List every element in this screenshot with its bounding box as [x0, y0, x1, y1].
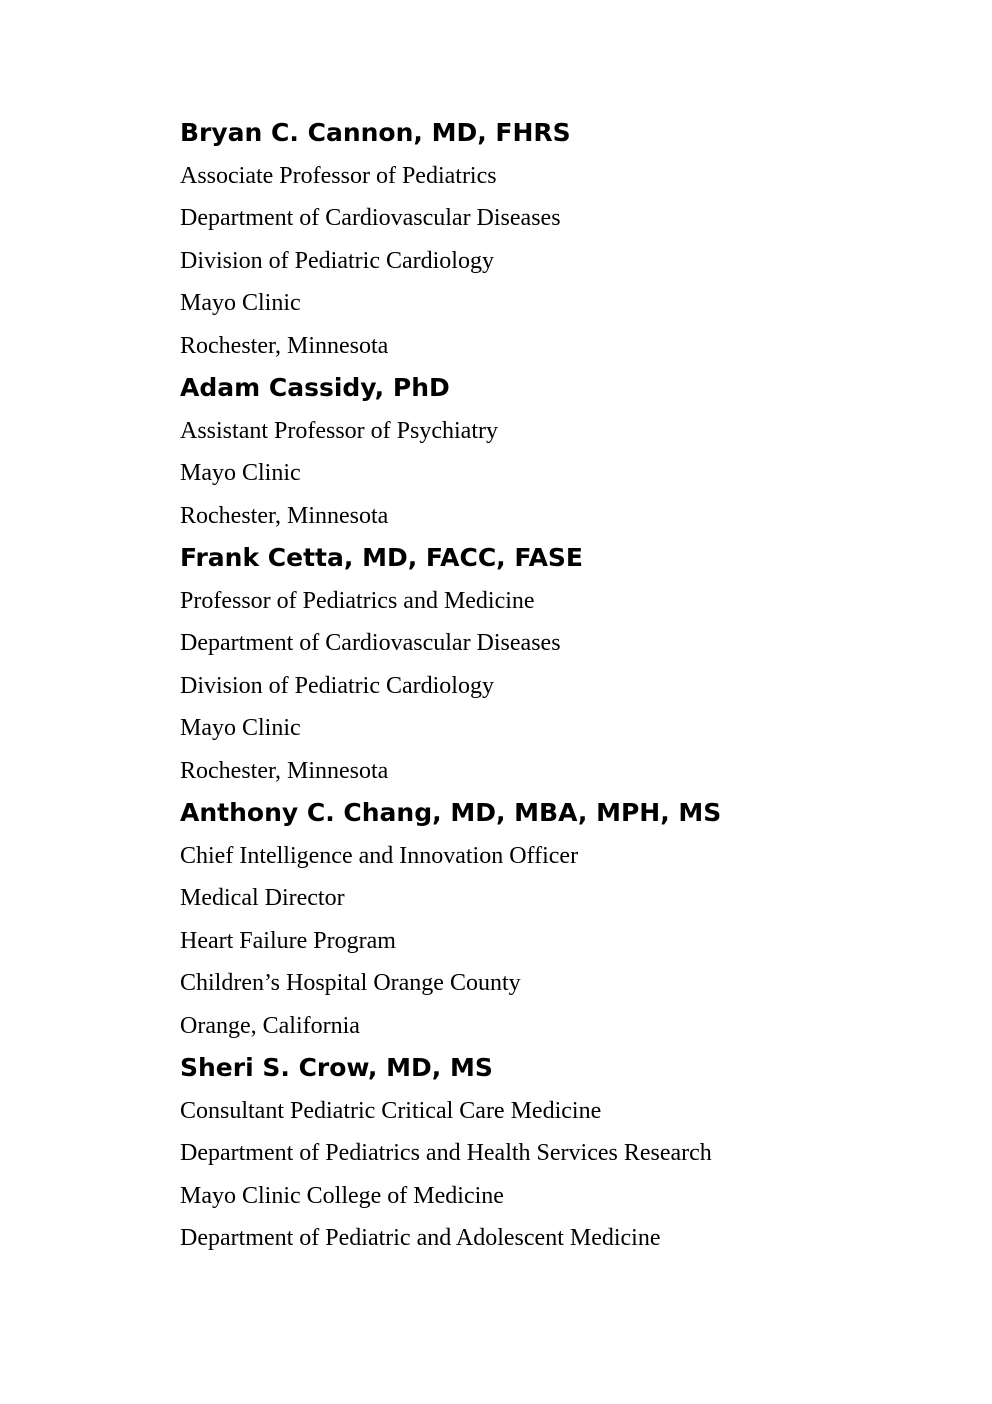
- affiliation-line: Rochester, Minnesota: [180, 757, 389, 784]
- affiliation-line: Consultant Pediatric Critical Care Medicine: [180, 1097, 602, 1124]
- affiliation-line: Rochester, Minnesota: [180, 332, 389, 359]
- contributor-entry: [180, 537, 960, 792]
- affiliation-line: Mayo Clinic: [180, 290, 301, 316]
- contributor-entry: [180, 1047, 960, 1260]
- affiliation-line: Division of Pediatric Cardiology: [180, 672, 494, 699]
- contributor-name: Bryan C. Cannon, MD, FHRS: [180, 118, 571, 147]
- affiliation-line: Rochester, Minnesota: [180, 502, 389, 529]
- affiliation-line: Mayo Clinic College of Medicine: [180, 1182, 504, 1209]
- contributor-name: Anthony C. Chang, MD, MBA, MPH, MS: [180, 798, 722, 827]
- affiliation-line: Children’s Hospital Orange County: [180, 970, 521, 996]
- contributor-name: Sheri S. Crow, MD, MS: [180, 1053, 493, 1082]
- affiliation-line: Medical Director: [180, 885, 345, 911]
- affiliation-line: Chief Intelligence and Innovation Officer: [180, 842, 579, 869]
- contributor-name: Frank Cetta, MD, FACC, FASE: [180, 543, 584, 572]
- affiliation-line: Associate Professor of Pediatrics: [180, 162, 497, 189]
- contributor-entry: [180, 112, 960, 367]
- affiliation-line: Mayo Clinic: [180, 460, 301, 486]
- affiliation-line: Department of Cardiovascular Diseases: [180, 630, 561, 656]
- contributor-entry: [180, 367, 960, 537]
- affiliation-line: Orange, California: [180, 1012, 360, 1039]
- affiliation-line: Heart Failure Program: [180, 927, 396, 954]
- affiliation-line: Professor of Pediatrics and Medicine: [180, 587, 535, 614]
- affiliation-line: Department of Pediatric and Adolescent Medicine: [180, 1225, 661, 1251]
- affiliation-line: Department of Pediatrics and Health Services Research: [180, 1140, 712, 1166]
- contributor-list: [180, 112, 960, 1260]
- affiliation-line: Department of Cardiovascular Diseases: [180, 205, 561, 231]
- contributor-name: Adam Cassidy, PhD: [180, 373, 450, 402]
- affiliation-line: Division of Pediatric Cardiology: [180, 247, 494, 274]
- contributor-entry: [180, 792, 960, 1047]
- affiliation-line: Assistant Professor of Psychiatry: [180, 417, 498, 444]
- affiliation-line: Mayo Clinic: [180, 715, 301, 741]
